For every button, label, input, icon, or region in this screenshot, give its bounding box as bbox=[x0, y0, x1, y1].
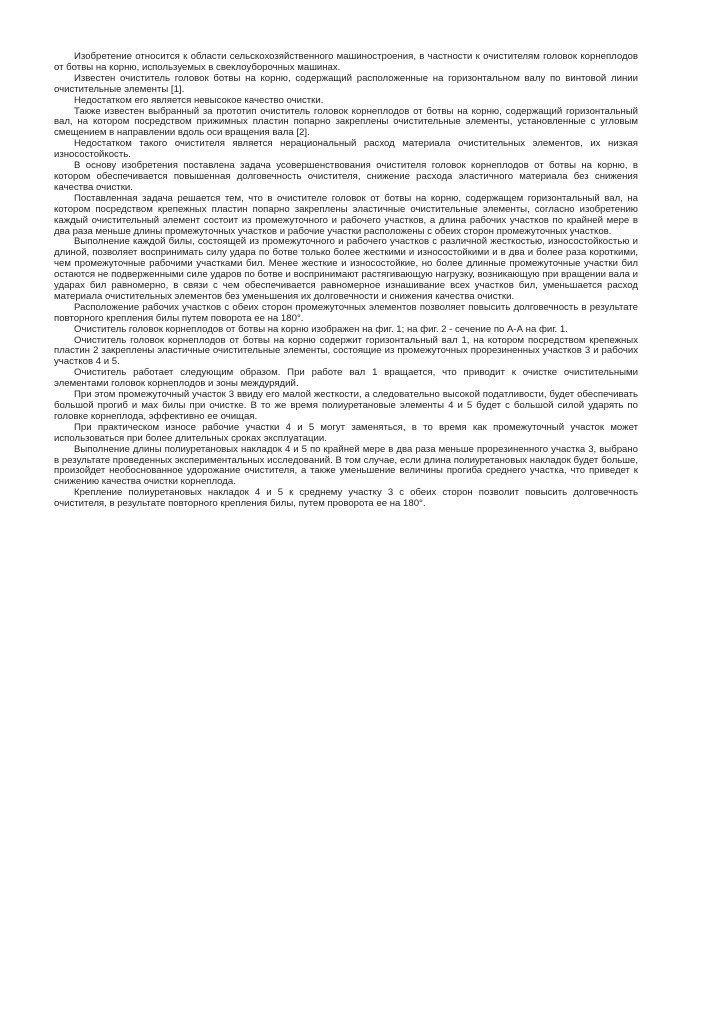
paragraph-9: Расположение рабочих участков с обеих сторон промежуточных элементов позволяет повысить долговечность в результате повторного крепления билы путем поворота ее на 180°. bbox=[54, 301, 638, 324]
document-body bbox=[54, 52, 638, 510]
paragraph-3: Недостатком его является невысокое качество очистки. bbox=[74, 94, 324, 106]
paragraph-15: Выполнение длины полиуретановых накладок 4 и 5 по крайней мере в два раза меньше прорезиненного участка 3, выбрано в результате проведенных экспериментальных исследований. В том случае, если длина полиуретановых накладок будет больше, произойдет необоснованное удорожание очистителя, а также уменьшение величины прогиба среднего участка, что приведет к снижению качества очистки корнеплода. bbox=[54, 443, 638, 488]
paragraph-1: Изобретение относится к области сельскохозяйственного машиностроения, в частности к очистителям головок корнеплодов от ботвы на корню, используемых в свеклоуборочных машинах. bbox=[54, 51, 638, 73]
paragraph-7: Поставленная задача решается тем, что в очистителе головок от ботвы на корню, содержащем горизонтальный вал, на котором посредством крепежных пластин попарно закреплены эластичные очистительные элементы, согласно изобретению каждый очистительный элемент состоит из промежуточного и рабочего участков, а длина рабочих участков по крайней мере в два раза меньше длины промежуточных участков и рабочие участки расположены с обеих сторон промежуточных участков. bbox=[54, 192, 638, 237]
paragraph-14: При практическом износе рабочие участки 4 и 5 могут заменяться, в то время как промежуточный участок может использоваться при более длительных сроках эксплуатации. bbox=[54, 421, 638, 444]
paragraph-4: Также известен выбранный за прототип очиститель головок корнеплодов от ботвы на корню, содержащий горизонтальный вал, на котором посредством прижимных пластин попарно закреплены очистительные элементы, установленные с угловым смещением в направлении вдоль оси вращения вала [2]. bbox=[54, 105, 638, 139]
paragraph-8: Выполнение каждой билы, состоящей из промежуточного и рабочего участков с различной жесткостью, износостойкостью и длиной, позволяет воспринимать силу удара по ботве только более жесткими и износостойкими и в два и более раза короткими, чем промежуточные рабочими участками бил. Менее жесткие и износостойкие, но более длинные промежуточные участки бил остаются не подверженными силе ударов по ботве и воспринимают растягивающую нагрузку, возникающую при вращении вала и ударах бил равномерно, в связи с чем обеспечивается равномерное изнашивание всех участков бил, уменьшается расход материала очистительных элементов без уменьшения их долговечности и снижения качества очистки. bbox=[54, 236, 638, 302]
paragraph-11: Очиститель головок корнеплодов от ботвы на корню содержит горизонтальный вал 1, на котором посредством крепежных пластин 2 закреплены эластичные очистительные элементы, состоящие из промежуточных прорезиненных участков 3 и рабочих участков 4 и 5. bbox=[54, 334, 638, 368]
paragraph-12: Очиститель работает следующим образом. При работе вал 1 вращается, что приводит к очистке очистительными элементами головок корнеплодов и зоны междурядий. bbox=[54, 367, 638, 390]
paragraph-5: Недостатком такого очистителя является нерациональный расход материала очистительных элементов, их низкая износостойкость. bbox=[54, 138, 638, 161]
paragraph-13: При этом промежуточный участок 3 ввиду его малой жесткости, а следовательно высокой податливости, будет обеспечивать большой прогиб и мах билы при очистке. В то же время полиуретановые элементы 4 и 5 будет с большой силой ударять по головке корнеплода, эффективно ее очищая. bbox=[54, 389, 638, 422]
paragraph-2: Известен очиститель головок ботвы на корню, содержащий расположенные на горизонтальном валу по винтовой линии очистительные элементы [1]. bbox=[54, 72, 638, 95]
paragraph-16: Крепление полиуретановых накладок 4 и 5 к среднему участку 3 с обеих сторон позволит повысить долговечность очистителя, в результате повторного крепления билы, путем проворота ее на 180°. bbox=[54, 487, 638, 510]
paragraph-10: Очиститель головок корнеплодов от ботвы на корню изображен на фиг. 1; на фиг. 2 - сечение по А-А на фиг. 1. bbox=[74, 323, 568, 335]
paragraph-6: В основу изобретения поставлена задача усовершенствования очистителя головок корнеплодов от ботвы на корню, в котором обеспечивается повышенная долговечность очистителя, снижение расхода эластичного материала без снижения качества очистки. bbox=[54, 160, 638, 193]
